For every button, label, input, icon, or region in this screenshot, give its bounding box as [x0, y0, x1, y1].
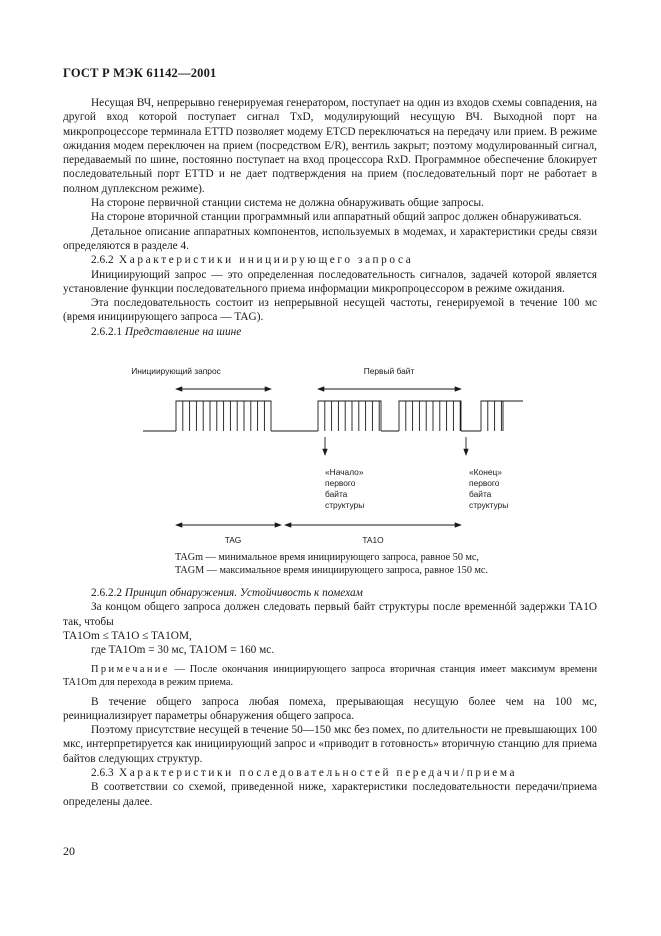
carrier-burst: [399, 401, 461, 431]
page-number: 20: [63, 844, 75, 858]
section-number: 2.6.2.2: [91, 587, 123, 600]
section-heading: [63, 586, 597, 600]
note-text: — После окончания инициирующего запроса вторичная станция имеет максимум времени TA1Om для перехода в режим приема.: [63, 663, 597, 689]
note-label: Примечание: [91, 663, 170, 675]
start-label-line: первого: [325, 478, 356, 489]
bus-waveform: [143, 401, 523, 431]
ta1o-label: TA1O: [362, 535, 384, 546]
section-heading: [63, 253, 597, 267]
document-header: ГОСТ Р МЭК 61142—2001: [63, 66, 217, 80]
paragraph: Детальное описание аппаратных компонентов, используемых в модемах, и характеристики среды связи определяются в разделе 4.: [63, 225, 597, 252]
bus-diagram: [63, 339, 597, 551]
paragraph: За концом общего запроса должен следовать первый байт структуры после временнóй задержки TA1O так, чтобы: [63, 601, 597, 628]
section-heading: [63, 766, 597, 780]
carrier-burst: [481, 401, 503, 431]
section-title: Характеристики инициирующего запроса: [119, 254, 414, 267]
section-heading: [63, 325, 597, 339]
section-number: 2.6.2.1: [91, 325, 123, 338]
end-label-line: первого: [469, 478, 500, 489]
tag-label: TAG: [224, 535, 242, 546]
first-byte-label: Первый байт: [363, 366, 415, 377]
formula: TA1Om ≤ TA1O ≤ TA1OM,: [63, 629, 192, 642]
legend-line: TAGM — максимальное время инициирующего запроса, равное 150 мс.: [175, 565, 488, 577]
start-label-line: структуры: [325, 500, 365, 511]
diagram-legend: [63, 551, 597, 577]
signal-diagram: [63, 339, 597, 551]
paragraph: На стороне вторичной станции программный или аппаратный общий запрос должен обнаруживаться.: [91, 211, 582, 224]
start-label-line: «Начало»: [325, 467, 364, 478]
paragraph: В течение общего запроса любая помеха, прерывающая несущую более чем на 100 мс, реинициализирует параметры обнаружения общего запроса.: [63, 695, 597, 722]
paragraph: Эта последовательность состоит из непрерывной несущей частоты, генерируемой в течение 100 мс (время инициирующего запроса — TAG).: [63, 297, 597, 324]
section-title: Характеристики последовательностей передачи/приема: [119, 767, 518, 780]
note: [63, 663, 597, 690]
section-title: Представление на шине: [124, 325, 242, 338]
paragraph: Несущая ВЧ, непрерывно генерируемая генератором, поступает на один из входов схемы совпадения, на другой вход которой поступает сигнал TxD, модулирующий несущую ВЧ. Выходной порт на микропроцессоре терминала ETTD позволяет модему ETCD переключаться на передачу или прием. В режиме ожидания модем переключен на прием (посредством E/R), вентиль закрыт; поэтому модулированный сигнал, передаваемый по шине, постоянно поступает на вход процессора RxD. Программное обеспечение блокирует последовательный порт ETTD и не дает подтверждения на прием (последовательный порт не работает в полном дуплексном режиме).: [63, 97, 597, 195]
paragraph: Инициирующий запрос — это определенная последовательность сигналов, задачей которой является установление функции последовательного приема информации микропроцессором в режиме ожидания.: [63, 268, 597, 295]
end-label-line: байта: [469, 489, 492, 500]
carrier-burst: [318, 401, 381, 431]
paragraph: На стороне первичной станции система не должна обнаруживать общие запросы.: [91, 197, 484, 210]
paragraph: В соответствии со схемой, приведенной ниже, характеристики последовательности передачи/приема определены далее.: [63, 781, 597, 808]
legend-line: TAGm — минимальное время инициирующего запроса, равное 50 мс,: [175, 552, 479, 564]
end-label-line: структуры: [469, 500, 509, 511]
end-label-line: «Конец»: [469, 467, 502, 478]
paragraph: Поэтому присутствие несущей в течение 50—150 мкс без помех, по длительности не превышающих 100 мкс, интерпретируется как инициирующий запрос и «приводит в готовность» вторичную станцию для приема байтов следующих структур.: [63, 724, 597, 765]
carrier-burst: [176, 401, 271, 431]
paragraph: где TA1Om = 30 мс, TA1OM = 160 мс.: [91, 644, 275, 657]
section-number: 2.6.2: [91, 254, 114, 267]
start-label-line: байта: [325, 489, 348, 500]
section-number: 2.6.3: [91, 767, 114, 780]
document-body: [63, 96, 597, 809]
request-label: Инициирующий запрос: [131, 366, 221, 377]
section-title: Принцип обнаружения. Устойчивость к помехам: [124, 587, 363, 600]
